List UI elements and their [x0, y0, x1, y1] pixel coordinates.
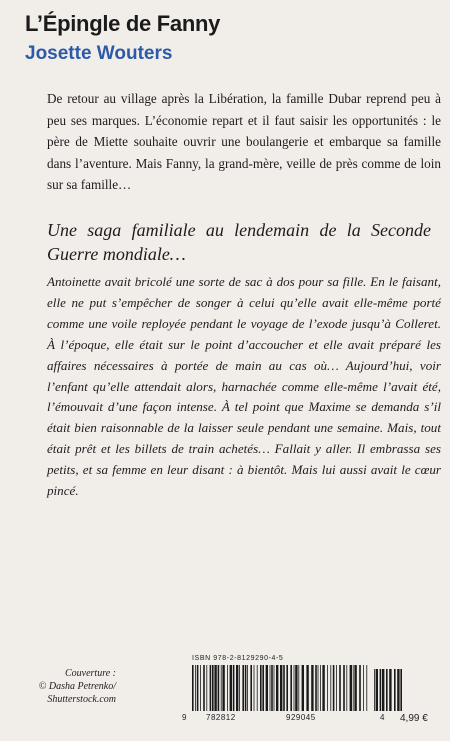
barcode-bar — [218, 665, 220, 711]
barcode-bar — [276, 665, 278, 711]
barcode-bar — [192, 665, 194, 711]
barcode-bar — [197, 665, 199, 711]
barcode-bar — [380, 669, 382, 711]
book-title: L’Épingle de Fanny — [25, 11, 221, 36]
isbn-text: ISBN 978-2-8129290-4-5 — [192, 655, 284, 662]
barcode-bars-icon — [192, 665, 368, 711]
barcode-bar — [394, 669, 396, 711]
barcode-bar — [386, 669, 388, 711]
barcode-bar — [333, 665, 335, 711]
barcode-bar — [376, 669, 378, 711]
barcode-bar — [359, 665, 361, 711]
barcode-bar — [271, 665, 273, 711]
barcode-bar — [290, 665, 292, 711]
barcode-bar — [374, 669, 375, 711]
barcode-bar — [247, 665, 248, 711]
barcode-bar — [366, 665, 367, 711]
barcode-bar — [212, 665, 214, 711]
barcode-bar — [298, 665, 299, 711]
barcode-bar — [354, 665, 356, 711]
barcode-bar — [286, 665, 288, 711]
price: 4,99 € — [400, 713, 428, 724]
cover-credit-agency: Shutterstock.com — [47, 694, 116, 705]
barcode-bar — [274, 665, 275, 711]
barcode-bar — [236, 665, 238, 711]
excerpt-paragraph: Antoinette avait bricolé une sorte de sac à dos pour sa fille. En le faisant, elle ne put s’empêcher de songer à celui qu’elle avait elle-même porté comme une voile reployée pendant le voyage de l’exode jusqu’à Colleret. À l’époque, elle était sur le point d’accoucher et elle avait préparé les affaires nécessaires à portée de main au cas où… Aujourd’hui, voir l’enfant qu’elle attendait alors, harnachée comme elle-même l’avait été, l’émouvait d’une façon intense. À tel point que Maxime se demanda s’il était bien raisonnable de la laisser seule pendant une semaine. Mais, tout était prêt et les billets de train achetés… Fallait y aller. Il embrassa ses petits, et sa femme en leur disant : à bientôt. Mais lui aussi avait le cœur pincé. — [47, 274, 441, 499]
barcode-bar — [254, 665, 255, 711]
barcode-bar — [322, 665, 324, 711]
barcode-bar — [230, 665, 232, 711]
barcode-bar — [210, 665, 212, 711]
barcode-bar — [330, 665, 331, 711]
barcode-bar — [270, 665, 271, 711]
barcode-bar — [382, 669, 384, 711]
barcode-group-2: 929045 — [286, 713, 316, 722]
barcode-bar — [353, 665, 354, 711]
barcode-bar — [242, 665, 244, 711]
barcode-bar — [294, 665, 295, 711]
barcode-bar — [397, 669, 399, 711]
cover-credit-photographer: © Dasha Petrenko/ — [38, 681, 116, 692]
cover-credit-label: Couverture : — [64, 668, 116, 679]
barcode-addon-digit: 4 — [380, 713, 385, 722]
barcode-bar — [336, 665, 337, 711]
barcode — [180, 655, 406, 735]
barcode-bar — [227, 665, 228, 711]
barcode-bar — [311, 665, 313, 711]
barcode-bar — [200, 665, 201, 711]
barcode-bar — [233, 665, 235, 711]
barcode-bar — [346, 665, 347, 711]
barcode-bar — [363, 665, 364, 711]
barcode-bar — [400, 669, 402, 711]
barcode-bar — [239, 665, 240, 711]
barcode-bar — [343, 665, 345, 711]
barcode-bar — [350, 665, 352, 711]
barcode-bar — [315, 665, 317, 711]
barcode-bar — [339, 665, 341, 711]
barcode-bar — [318, 665, 319, 711]
barcode-bar — [206, 665, 207, 711]
synopsis-paragraph: De retour au village après la Libération, la famille Dubar reprend peu à peu ses marques. L’économie repart et il faut saisir les opportunités : le père de Miette souhaite ouvrir une boulangerie et embarque sa famille dans l’aventure. Mais Fanny, la grand-mère, veille de près comme de loin sur sa famille… — [47, 91, 441, 192]
barcode-group-1: 782812 — [206, 713, 236, 722]
barcode-bar — [250, 665, 252, 711]
barcode-addon-icon — [374, 669, 402, 711]
barcode-bar — [245, 665, 247, 711]
barcode-first-digit: 9 — [182, 713, 187, 722]
tagline: Une saga familiale au lendemain de la Seconde Guerre mondiale… — [47, 220, 431, 264]
barcode-bar — [280, 665, 282, 711]
cover-credit — [16, 667, 116, 706]
barcode-bar — [295, 665, 297, 711]
barcode-bar — [257, 665, 258, 711]
barcode-bar — [195, 665, 196, 711]
barcode-bar — [302, 665, 304, 711]
barcode-bar — [203, 665, 205, 711]
barcode-bar — [260, 665, 262, 711]
barcode-bar — [222, 665, 224, 711]
book-author: Josette Wouters — [25, 43, 173, 64]
barcode-bar — [214, 665, 216, 711]
barcode-bar — [221, 665, 222, 711]
barcode-bar — [327, 665, 328, 711]
barcode-bar — [320, 665, 321, 711]
barcode-bar — [389, 669, 391, 711]
barcode-bar — [266, 665, 268, 711]
barcode-bar — [262, 665, 264, 711]
barcode-bar — [306, 665, 308, 711]
barcode-bar — [283, 665, 285, 711]
